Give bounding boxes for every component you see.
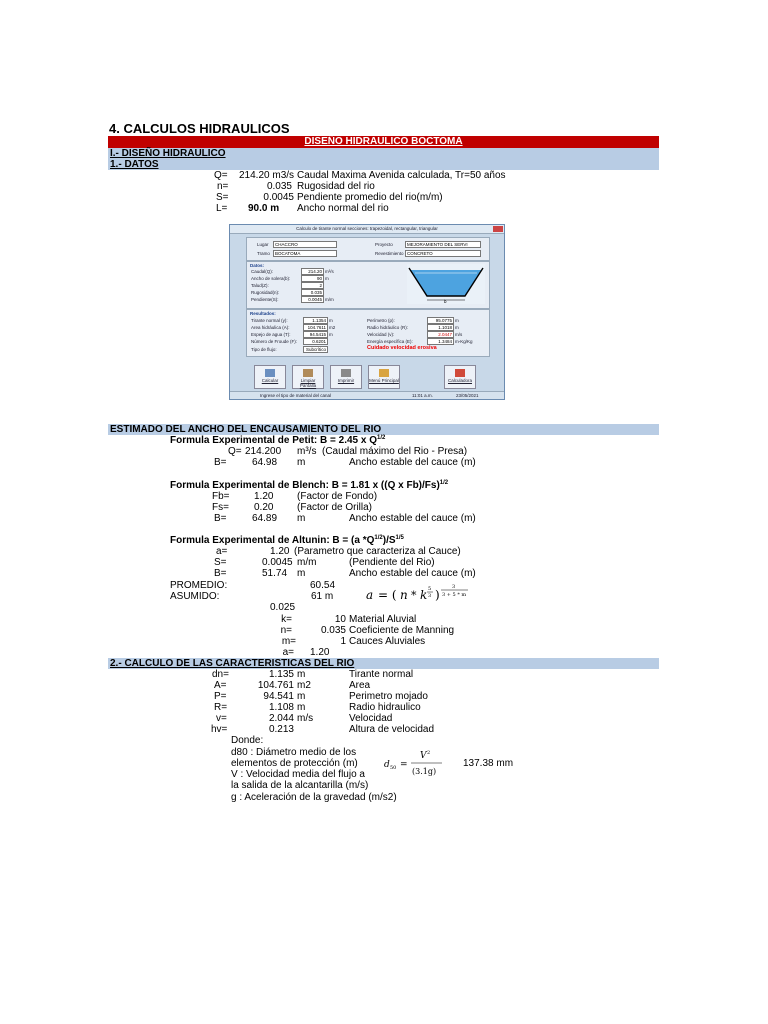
char-unit: m2 <box>297 680 311 691</box>
blench-label: B= <box>214 513 227 524</box>
calcular-button[interactable] <box>254 365 286 389</box>
button-label: Calcular <box>261 378 279 383</box>
result-label: Perímetro (p): <box>367 318 395 323</box>
petit-value: 214.200 <box>245 446 282 457</box>
char-label: R= <box>214 702 228 713</box>
area-result: 104.7611 <box>303 324 328 331</box>
blench-value: 0.20 <box>254 502 274 513</box>
blench-desc: Ancho estable del cauce (m) <box>349 513 476 524</box>
section2-bar <box>108 658 659 669</box>
datos-label: Q= <box>214 170 228 181</box>
param-value: 1.20 <box>310 647 330 658</box>
altunin-label: B= <box>214 568 227 579</box>
proyecto-label: Proyecto <box>375 242 393 247</box>
ancho-field[interactable]: 90 <box>301 275 324 282</box>
result-unit: m <box>455 325 459 330</box>
char-unit: m/s <box>297 713 314 724</box>
result-label: Espejo de agua (T): <box>251 332 291 337</box>
blench-label: Fb= <box>212 491 230 502</box>
blench-value: 1.20 <box>254 491 274 502</box>
home-icon <box>379 369 389 377</box>
param-desc: Cauces Aluviales <box>349 636 426 647</box>
promedio-value: 60.54 <box>310 580 336 591</box>
petit-value: 64.98 <box>252 457 278 468</box>
char-unit: m <box>297 691 306 702</box>
section-heading-bar <box>108 148 659 159</box>
status-date: 23/05/2021 <box>456 393 479 398</box>
char-desc: Velocidad <box>349 713 393 724</box>
froude-result: 0.6201 <box>303 338 328 345</box>
svg-text:d: d <box>384 760 390 770</box>
location-panel <box>246 237 490 261</box>
altunin-unit: m <box>297 568 306 579</box>
altunin-value: 51.74 <box>262 568 288 579</box>
param-label: a= <box>282 647 294 658</box>
altunin-formula <box>170 535 404 546</box>
tirante-result: 1.1354 <box>303 317 328 324</box>
result-label: Area hidráulica (A): <box>251 325 290 330</box>
d50-equation-figure <box>382 748 444 778</box>
alpha-equation-figure <box>364 581 484 607</box>
char-value: 0.213 <box>268 724 294 735</box>
svg-text:3: 3 <box>428 593 432 599</box>
status-bar <box>230 391 504 399</box>
software-window <box>229 224 505 400</box>
result-label: Radio hidráulico (R): <box>367 325 409 330</box>
encausamiento-heading: ESTIMADO DEL ANCHO DEL ENCAUSAMIENTO DEL RIO <box>110 424 382 435</box>
param-value: 1 <box>340 636 346 647</box>
proyecto-field[interactable]: MEJORAMIENTO DEL SERVI <box>405 241 481 248</box>
limpiar-button[interactable] <box>292 365 324 389</box>
param-label: m= <box>281 636 296 647</box>
section2-heading: 2.- CALCULO DE LAS CARACTERISTICAS DEL RIO <box>110 658 355 669</box>
computer-icon <box>265 369 275 377</box>
datos-label: S= <box>216 192 229 203</box>
altunin-desc: (Pendiente del Rio) <box>349 557 435 568</box>
char-desc: Altura de velocidad <box>349 724 435 735</box>
result-label: Velocidad (v): <box>367 332 395 337</box>
char-desc: Tirante normal <box>349 669 414 680</box>
char-value: 2.044 <box>268 713 294 724</box>
blench-desc: (Factor de Fondo) <box>297 491 378 502</box>
char-desc: Perimetro mojado <box>349 691 428 702</box>
param-label: n= <box>280 625 292 636</box>
blench-label: Fs= <box>212 502 229 513</box>
char-label: P= <box>214 691 227 702</box>
char-label: A= <box>214 680 227 691</box>
extra-value: 0.025 <box>270 602 296 613</box>
blench-desc: (Factor de Orilla) <box>297 502 373 513</box>
section-heading: I.- DISEÑO HIDRAULICO <box>110 148 226 159</box>
blench-unit: m <box>297 513 306 524</box>
tramo-field[interactable]: BOCATOMA <box>273 250 337 257</box>
espejo-result: 94.5415 <box>303 331 328 338</box>
datos-label: L= <box>216 203 228 214</box>
eraser-icon <box>303 369 313 377</box>
pendiente-field[interactable]: 0.0045 <box>301 296 324 303</box>
petit-desc: Ancho estable del cauce (m) <box>349 457 476 468</box>
svg-text:a: a <box>366 588 374 602</box>
svg-text:k: k <box>420 588 428 602</box>
button-label: Limpiar Pantalla <box>299 378 317 388</box>
svg-text:n: n <box>400 588 408 602</box>
char-desc: Radio hidraulico <box>349 702 421 713</box>
param-value: 10 <box>334 614 346 625</box>
window-close-icon[interactable] <box>493 226 503 232</box>
result-label: Energía específica (E): <box>367 339 413 344</box>
caudal-field[interactable]: 214.20 <box>301 268 324 275</box>
calculadora-button[interactable] <box>444 365 476 389</box>
section-banner <box>108 136 659 148</box>
lugar-field[interactable]: CHACCRO <box>273 241 337 248</box>
asumido-value: 61 m <box>311 591 334 602</box>
datos-value: 0.0045 <box>263 192 294 203</box>
altunin-exponent: 1/2 <box>374 535 383 541</box>
printer-icon <box>341 369 351 377</box>
petit-exponent: 1/2 <box>377 435 386 441</box>
input-label: Ancho de solera(b): <box>251 276 291 281</box>
datos-desc: Rugosidad del rio <box>297 181 375 192</box>
resultados-title: Resultados: <box>250 311 276 316</box>
energia-result: 1.3484 <box>427 338 454 345</box>
definition-text: elementos de protección (m) <box>231 758 358 769</box>
blench-exponent: 1/2 <box>439 480 449 486</box>
char-value: 104.761 <box>257 680 294 691</box>
revestimiento-label: Revestimiento <box>375 251 404 256</box>
svg-text:50: 50 <box>390 765 397 771</box>
petit-label: B= <box>214 457 227 468</box>
datos-desc: Pendiente promedio del rio(m/m) <box>297 192 443 203</box>
altunin-formula-text: Formula Experimental de Altunin: B = (a *Q <box>170 535 375 546</box>
datos-desc: Ancho normal del rio <box>297 203 389 214</box>
datos-label: n= <box>217 181 229 192</box>
result-unit: m/s <box>455 332 463 337</box>
flujo-result: Subcrítico <box>303 346 328 353</box>
perimetro-result: 95.0775 <box>427 317 454 324</box>
calculator-icon <box>455 369 465 377</box>
petit-formula-text: Formula Experimental de Petit: B = 2.45 x Q <box>170 435 378 446</box>
result-label: Tirante normal (y): <box>251 318 288 323</box>
lugar-label: Lugar <box>257 242 269 247</box>
svg-text:(3.1g): (3.1g) <box>412 767 437 776</box>
svg-text:b: b <box>444 299 447 304</box>
result-label: Número de Froude (F): <box>251 339 298 344</box>
result-unit: m <box>329 332 333 337</box>
encausamiento-bar <box>108 424 659 435</box>
altunin-label: a= <box>216 546 228 557</box>
d50-result: 137.38 mm <box>463 758 514 769</box>
input-label: Pendiente(S): <box>251 297 279 302</box>
velocidad-result: 2.0447 <box>427 331 454 338</box>
char-value: 94.541 <box>263 691 294 702</box>
blench-formula-text: Formula Experimental de Blench: B = 1.81 x ((Q x Fb)/Fs) <box>170 480 440 491</box>
altunin-value: 0.0045 <box>262 557 293 568</box>
imprimir-button[interactable] <box>330 365 362 389</box>
erosion-warning: Cuidado velocidad erosiva <box>367 345 437 351</box>
page-title: 4. CALCULOS HIDRAULICOS <box>109 121 290 136</box>
petit-unit: m <box>297 457 306 468</box>
definition-text: d80 : Diámetro medio de los <box>231 747 357 758</box>
promedio-label: PROMEDIO: <box>170 580 228 591</box>
button-label: Calculadora <box>447 378 472 383</box>
param-desc: Material Aluvial <box>349 614 417 625</box>
datos-value: 0.035 <box>266 181 292 192</box>
status-time: 11:01 a.m. <box>412 393 433 398</box>
svg-text:5: 5 <box>428 586 432 592</box>
input-label: Rugosidad(n): <box>251 290 280 295</box>
subsection-bar <box>108 159 659 170</box>
datos-desc: Caudal Maxima Avenida calculada, Tr=50 años <box>297 170 506 181</box>
svg-text:*: * <box>411 589 417 602</box>
svg-text:): ) <box>435 588 440 602</box>
result-unit: m <box>455 318 459 323</box>
input-unit: m/m <box>325 297 334 302</box>
char-value: 1.135 <box>268 669 294 680</box>
char-value: 1.108 <box>268 702 294 713</box>
datos-title: Datos: <box>250 263 265 268</box>
results-panel <box>246 309 490 357</box>
svg-text:3 + 5 * m: 3 + 5 * m <box>442 592 467 598</box>
param-desc: Coeficiente de Manning <box>349 625 455 636</box>
channel-section-diagram <box>407 264 485 304</box>
tramo-label: Tramo <box>257 251 270 256</box>
svg-text:2: 2 <box>427 750 431 756</box>
svg-text:V: V <box>420 751 427 761</box>
svg-text:=: = <box>400 760 408 770</box>
char-label: hv= <box>211 724 228 735</box>
param-label: k= <box>281 614 292 625</box>
input-label: Talud(Z): <box>251 283 269 288</box>
altunin-unit: m/m <box>297 557 317 568</box>
char-desc: Area <box>349 680 371 691</box>
input-unit: m <box>325 276 329 281</box>
result-unit: m <box>329 318 333 323</box>
altunin-desc: (Parametro que caracteriza al Cauce) <box>294 546 461 557</box>
char-label: dn= <box>212 669 229 680</box>
definition-text: la salida de la alcantarilla (m/s) <box>231 780 369 791</box>
radio-result: 1.1018 <box>427 324 454 331</box>
altunin-desc: Ancho estable del cauce (m) <box>349 568 476 579</box>
datos-value: 214.20 m3/s <box>239 170 295 181</box>
result-unit: m2 <box>329 325 336 330</box>
result-unit: m-Kg/Kg <box>455 339 473 344</box>
button-label: Menú Principal <box>369 378 399 383</box>
altunin-value: 1.20 <box>270 546 290 557</box>
char-label: v= <box>216 713 227 724</box>
char-unit: m <box>297 702 306 713</box>
altunin-label: S= <box>214 557 227 568</box>
menu-principal-button[interactable] <box>368 365 400 389</box>
banner-title: DISEÑO HIDRAULICO BOCTOMA <box>304 136 463 147</box>
petit-formula <box>170 435 385 446</box>
status-text: Ingrese el tipo de material del canal <box>260 393 332 398</box>
altunin-exponent: 1/5 <box>395 535 404 541</box>
datos-value: 90.0 m <box>248 203 280 214</box>
svg-text:3: 3 <box>452 584 456 590</box>
revestimiento-field[interactable]: CONCRETO <box>405 250 481 257</box>
input-unit: m³/s <box>325 269 334 274</box>
inputs-panel <box>246 261 490 309</box>
petit-desc: (Caudal máximo del Rio - Presa) <box>322 446 468 457</box>
input-label: Caudal(Q): <box>251 269 274 274</box>
altunin-formula-text: )/S <box>382 535 396 546</box>
result-label: Tipo de flujo: <box>251 347 277 352</box>
svg-text:= (: = ( <box>378 588 397 602</box>
definition-text: g : Aceleración de la gravedad (m/s2) <box>231 792 397 803</box>
blench-formula <box>170 480 448 491</box>
definition-text: V : Velocidad media del flujo a <box>231 769 365 780</box>
blench-value: 64.89 <box>252 513 278 524</box>
talud-field[interactable]: 2 <box>301 282 324 289</box>
petit-label: Q= <box>228 446 242 457</box>
donde-label: Donde: <box>231 735 264 746</box>
asumido-label: ASUMIDO: <box>170 591 220 602</box>
char-unit: m <box>297 669 306 680</box>
param-value: 0.035 <box>320 625 346 636</box>
subsection-heading: 1.- DATOS <box>110 159 159 170</box>
window-titlebar: Calculo de tirante normal secciones: trapezoidal, rectangular, triangular <box>230 225 504 234</box>
rugosidad-field[interactable]: 0.035 <box>301 289 324 296</box>
button-label: Imprimir <box>337 378 355 383</box>
petit-unit: m³/s <box>297 446 317 457</box>
